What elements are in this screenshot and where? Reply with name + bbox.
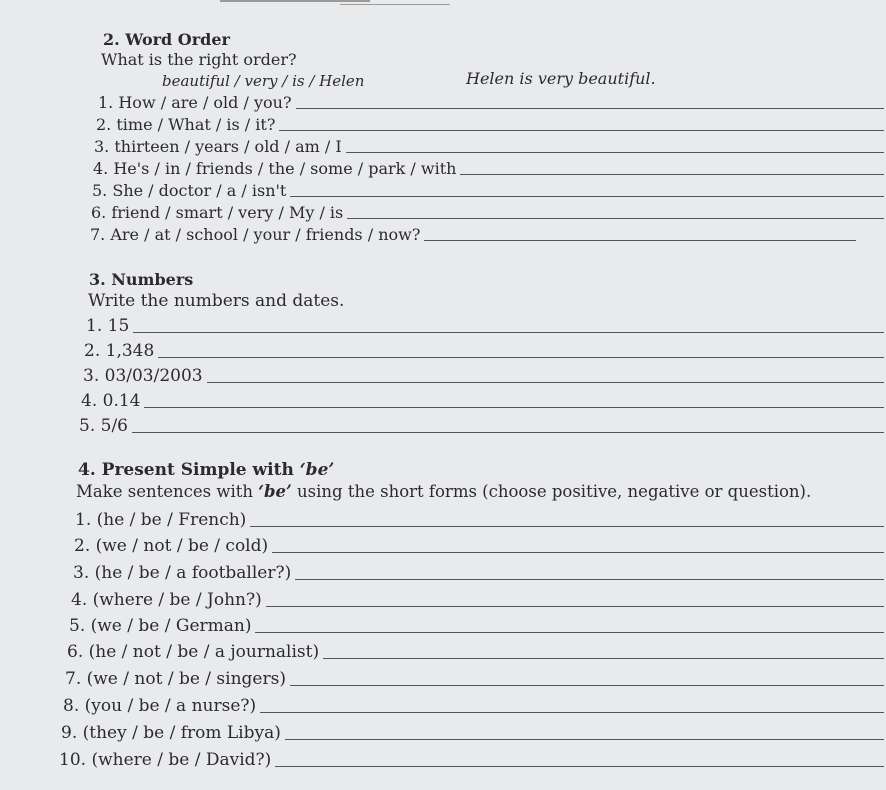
be-item: [75, 508, 884, 530]
answer-line[interactable]: [158, 357, 884, 358]
answer-line[interactable]: [250, 526, 884, 527]
item-text: 5. 5/6: [79, 416, 128, 436]
word-order-item: [92, 178, 884, 200]
item-text: 3. 03/03/2003: [83, 366, 203, 386]
item-text: 2. time / What / is / it?: [96, 115, 276, 134]
word-order-item: [93, 156, 884, 178]
section-heading-word-order: 2. Word Order: [103, 30, 230, 49]
item-text: 4. (where / be / John?): [71, 590, 262, 610]
item-text: 2. (we / not / be / cold): [74, 536, 269, 556]
word-order-item: [91, 200, 884, 222]
answer-line[interactable]: [460, 174, 884, 175]
numbers-item: [86, 314, 884, 336]
be-item: [71, 588, 884, 610]
answer-line[interactable]: [207, 382, 884, 383]
answer-line[interactable]: [260, 712, 884, 713]
item-text: 4. He's / in / friends / the / some / park / with: [93, 159, 457, 178]
item-text: 7. (we / not / be / singers): [65, 669, 286, 689]
top-cutoff-line: [220, 0, 370, 2]
numbers-item: [83, 364, 884, 386]
instruction-pre: Make sentences with: [76, 482, 259, 501]
item-text: 1. (he / be / French): [75, 510, 247, 530]
word-order-item: [96, 112, 884, 134]
be-item: [69, 614, 884, 636]
example-answer: Helen is very beautiful.: [466, 69, 656, 88]
instruction-post: using the short forms (choose positive, negative or question).: [291, 482, 812, 501]
item-text: 4. 0.14: [81, 391, 141, 411]
item-text: 2. 1,348: [84, 341, 155, 361]
item-text: 5. She / doctor / a / isn't: [92, 181, 287, 200]
numbers-item: [81, 389, 884, 411]
answer-line[interactable]: [144, 407, 884, 408]
answer-line[interactable]: [295, 579, 884, 580]
instruction-be: ‘be’: [258, 482, 292, 501]
answer-line[interactable]: [290, 685, 884, 686]
heading-text: 4. Present Simple with: [78, 460, 300, 480]
answer-line[interactable]: [285, 739, 884, 740]
be-item: [67, 640, 884, 662]
section-instruction: [76, 482, 811, 501]
item-text: 5. (we / be / German): [69, 616, 252, 636]
be-item: [74, 534, 884, 556]
numbers-item: [79, 414, 884, 436]
word-order-item: [94, 134, 884, 156]
item-text: 1. How / are / old / you?: [98, 93, 292, 112]
section-heading-numbers: 3. Numbers: [89, 270, 194, 289]
answer-line[interactable]: [266, 606, 884, 607]
answer-line[interactable]: [296, 108, 884, 109]
be-item: [73, 561, 884, 583]
word-order-item: [98, 90, 884, 112]
item-text: 3. (he / be / a footballer?): [73, 563, 292, 583]
section-heading-present-simple: [78, 460, 334, 480]
answer-line[interactable]: [347, 218, 884, 219]
answer-line[interactable]: [255, 632, 884, 633]
be-item: [63, 694, 884, 716]
item-text: 6. (he / not / be / a journalist): [67, 642, 320, 662]
item-text: 10. (where / be / David?): [59, 750, 272, 770]
item-text: 3. thirteen / years / old / am / I: [94, 137, 342, 156]
answer-line[interactable]: [272, 552, 884, 553]
be-item: [65, 667, 884, 689]
example-prompt: beautiful / very / is / Helen: [162, 72, 365, 90]
answer-line[interactable]: [346, 152, 884, 153]
answer-line[interactable]: [290, 196, 884, 197]
item-text: 9. (they / be / from Libya): [61, 723, 281, 743]
be-item: [59, 748, 884, 770]
answer-line[interactable]: [133, 332, 884, 333]
heading-be: ‘be’: [299, 460, 335, 480]
top-cutoff-line: [340, 4, 450, 5]
answer-line[interactable]: [132, 432, 884, 433]
answer-line[interactable]: [275, 766, 884, 767]
section-instruction: Write the numbers and dates.: [88, 291, 345, 311]
numbers-item: [84, 339, 884, 361]
item-text: 8. (you / be / a nurse?): [63, 696, 257, 716]
answer-line[interactable]: [424, 240, 856, 241]
answer-line[interactable]: [323, 658, 884, 659]
section-instruction: What is the right order?: [101, 50, 297, 69]
answer-line[interactable]: [279, 130, 884, 131]
item-text: 7. Are / at / school / your / friends / now?: [90, 225, 421, 244]
item-text: 6. friend / smart / very / My / is: [91, 203, 344, 222]
item-text: 1. 15: [86, 316, 130, 336]
be-item: [61, 721, 884, 743]
word-order-item: [90, 222, 856, 244]
